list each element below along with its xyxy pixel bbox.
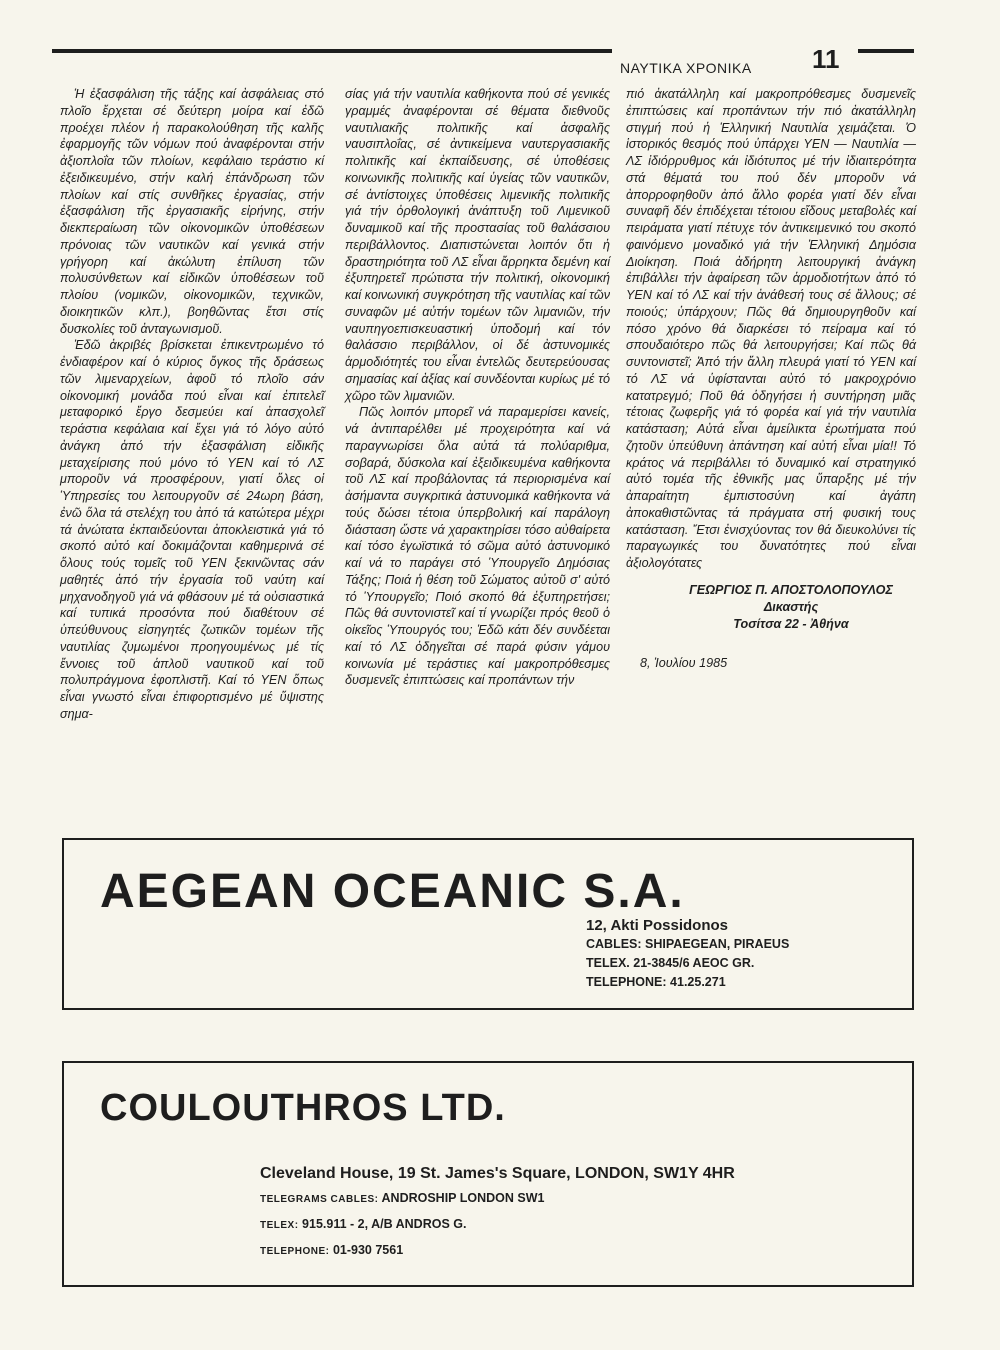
telex-line: TELEX. 21-3845/6 AEOC GR.	[586, 956, 755, 970]
article-column-2	[345, 86, 610, 689]
telephone-line: TELEPHONE: 41.25.271	[586, 975, 726, 989]
telegrams-line: TELEGRAMS CABLES: ANDROSHIP LONDON SW1	[260, 1191, 545, 1205]
company-name: AEGEAN OCEANIC S.A.	[100, 865, 685, 918]
author-name: ΓΕΩΡΓΙΟΣ Π. ΑΠΟΣΤΟΛΟΠΟΥΛΟΣ	[689, 582, 893, 597]
ad-coulouthros	[62, 1061, 914, 1287]
header-rule-right	[858, 49, 914, 53]
article-column-1	[60, 86, 324, 723]
article-date: 8, Ἰουλίου 1985	[640, 655, 728, 670]
company-address: Cleveland House, 19 St. James's Square, LONDON, SW1Y 4HR	[260, 1165, 735, 1182]
paragraph: σίας γιά τήν ναυτιλία καθήκοντα πού σέ γενικές γραμμές ἀναφέρονται σέ θέματα διεθνοῦς ναυτιλιακῆς πολιτικῆς καί ἀσφαλῆς ναυσιπλοΐας, σέ ἀντικείμενα ναυτεργασιακῆς πολιτικῆς καί ἐκπαίδευσης, σέ ὑποθέσεις κοινωνικῆς πολιτικῆς καί ὑγείας τῶν ναυτικῶν, σέ ἀντίστοιχες ὑποθέσεις λιμενικῆς πολιτικῆς γιά τήν ὀρθολογική ἀνάπτυξη τοῦ Λιμενικοῦ δυναμικοῦ καί τῆς προστασίας τοῦ θαλάσσιου περιβάλλοντος. Διαπιστώνεται λοιπόν ὅτι ἡ δραστηριότητα τοῦ ΛΣ εἶναι ἄρρηκτα δεμένη καί ἐξυπηρετεῖ πρώτιστα τήν πολιτική, οἰκονομική καί κοινωνική συγκρότηση τῆς ναυτιλίας καί τῶν συναφῶν μέ αὐτήν τομέων τῶν λιμανιῶν, τήν ναυπηγοεπισκευαστική ὑποδομή καί τόν θαλάσσιο περιβάλλον, οἱ δέ ἀστυνομικές ἁρμοδιότητές του εἶναι ἐντελῶς δευτερεύουσας σημασίας καί ἀξίας καί συνδέονται κυρίως μέ τό χῶρο τῶν λιμανιῶν.	[345, 87, 610, 403]
running-title: ΝΑΥΤΙΚΑ ΧΡΟΝΙΚΑ	[620, 60, 752, 76]
contact-details	[586, 916, 789, 992]
article-column-3	[626, 86, 916, 672]
header-rule-left	[52, 49, 612, 53]
company-name: COULOUTHROS LTD.	[100, 1087, 506, 1129]
ad-aegean-oceanic	[62, 838, 914, 1010]
author-role: Δικαστής	[763, 599, 819, 614]
paragraph: Πῶς λοιπόν μπορεῖ νά παραμερίσει κανείς, νά ἀντιπαρέλθει μέ προχειρότητα καί νά παραγνωρίσει ὅλα αὐτά τά πολύαριθμα, σοβαρά, δύσκολα καί ἐξειδικευμένα καθήκοντα τοῦ ΛΣ καί προβάλοντας τά περιορισμένα καί ἀσήμαντα συγκριτικά ἀστυνομικά καθήκοντα νά τούς δώσει τέτοια ὑπερβολική καί παράλογη διάσταση ὥστε νά χαρακτηρίσει τόσο αὐθαίρετα καί τόσο ἐγωϊστικά τό σῶμα αὐτό ἀστυνομικό καί νά το παράγει στό Ὑπουργεῖο Δημόσιας Τάξης; Ποιά ἡ θέση τοῦ Σώματος αὐτοῦ σ' αὐτό τό Ὑπουργεῖο; Ποιό σκοπό θά ἐξυπηρετήσει; Πῶς θά συντονιστεῖ καί τί γνωρίζει πρός θεοῦ ὁ οἰκεῖος Ὑπουργός του; Ἐδῶ κάτι δέν συνδέεται καί τό ΛΣ ὁδηγεῖται σέ παρά φύσιν γάμου κοινωνία μέ τεράστιες καί μακροπρόθεσμες δυσμενεῖς ἐπιπτώσεις καί προπάντων τήν	[345, 405, 610, 688]
author-address: Τοσίτσα 22 - Ἀθήνα	[733, 616, 849, 631]
page-number: 11	[812, 44, 840, 74]
paragraph: Ἐδῶ ἀκριβές βρίσκεται ἐπικεντρωμένο τό ἐνδιαφέρον καί ὁ κύριος ὄγκος τῆς δράσεως τῶν λιμεναρχείων, ἀφοῦ τό πλοῖο σάν οἰκονομική μονάδα πού εἶναι καί ἐπιτελεῖ μεταφορικό ἔργο δεσμεύει καί ἀπασχολεῖ τεράστια κεφάλαια καί ἔχει γιά τό λόγο αὐτό ἀνάγκη ἀπό τήν ἐξασφάλιση εἰδικῆς μεταχείρισης πού μόνο τό ΥΕΝ καί τό ΛΣ μποροῦν νά προσφέρουν, γιατί ὅλες οἱ Ὑπηρεσίες του λειτουργοῦν σέ 24ωρη βάση, ἐνῶ ὅλα τά στελέχη του ἀπό τά κατώτερα μέχρι τά ἀνώτατα ἐκπαιδεύονται ἀποκλειστικά γιά τό σκοπό αὐτό καί δοκιμάζονται καθημερινά σέ ὅλους τούς τομεῖς τοῦ ΥΕΝ ξεκινῶντας σάν μαθητές ἀπό τήν ἐργασία τοῦ ναύτη καί μηχανοδηγοῦ γιά νά φθάσουν μέ τά οὐσιαστικά καί τυπικά προσόντα πού διαθέτουν σέ ὑπεύθυνους εἰσηγητές ζωτικῶν τομέων τῆς ναυτιλίας ζυμωμένοι προηγουμένως μέ τίς ἔννοιες τοῦ ἁπλοῦ ναυτικοῦ καί τοῦ πολυπράγμονα ἐφοπλιστῆ. Καί τό ΥΕΝ ὅπως εἶναι γνωστό εἶναι ἐπιφορτισμένο μέ ὕψιστης σημα-	[60, 338, 324, 721]
contact-details	[260, 1161, 735, 1264]
paragraph: πιό ἀκατάλληλη καί μακροπρόθεσμες δυσμενεῖς ἐπιπτώσεις καί προπάντων τήν πιό ἀκατάλληλη στιγμή πού ἡ Ἑλληνική Ναυτιλία χειμάζεται. Ὁ ἱστορικός θεσμός πού ὑπάρχει ΥΕΝ — Ναυτιλία — ΛΣ ἰδιόρρυθμος κάι ἰδιότυπος μέ τήν ἰδιαιτερότητα στά θέματά του πού δέν μποροῦν νά ἀπορροφηθοῦν ἀπό ἄλλο φορέα γιατί δέν εἶναι συναφῆ δέν ἐπιδέχεται τέτοιου εἴδους μεταβολές καί πειράματα γιατί πέτυχε τόν ἀντικειμενικό του σκοπό φαινόμενο μοναδικό γιά τήν Ἑλληνική Δημόσια Διοίκηση. Ποιά ἀδήρητη λειτουργική ἀνάγκη ἐπιβάλλει τήν ἀφαίρεση τῶν ἁρμοδιοτήτων ἀπό τό ΥΕΝ καί τό ΛΣ καί τήν ἀνάθεσή τους σέ ἄλλους; σέ ποιούς; ὑπάρχουν; Πῶς θά δημιουργηθοῦν καί πόσο χρόνο θά διαρκέσει τό πείραμα καί τό σπουδαιότερο πῶς θά λειτουργήσει; Καί πῶς θά συντονιστεῖ; Ἀπό τήν ἄλλη πλευρά γιατί τό ΥΕΝ καί τό ΛΣ νά ὑφίστανται αὐτό τό μακροχρόνιο κατατρεγμό; Ποῦ θά ὁδηγήσει ἡ συντήρηση μιᾶς τέτοιας ζωφερῆς γιά τό φορέα καί γιά τήν ναυτιλία κατάσταση; Αὐτά εἶναι ἀμείλικτα ἐρωτήματα πού ζητοῦν ὑπεύθυνη ἀπάντηση καί αὐτή εἶναι μία!! Τό κράτος νά περιβάλλει τό δυναμικό καί στρατηγικό αὐτό τομέα τῆς ἐθνικῆς μας ὕπαρξης μέ τήν ἀπαραίτητη ἐμπιστοσύνη καί ἀγάπη ἀποκαθιστῶντας τά πράγματα στή φυσική τους κατάσταση. Ἔτσι ἐνισχύοντας τον θά διευκολύνει τίς παραγωγικές του δυνατότητες πού εἶναι ἀξιολογότατες	[626, 87, 916, 570]
cables-line: CABLES: SHIPAEGEAN, PIRAEUS	[586, 937, 790, 951]
paragraph: Ἡ ἐξασφάλιση τῆς τάξης καί ἀσφάλειας στό πλοῖο ἔρχεται σέ δεύτερη μοίρα καί ἐδῶ προέχει πλέον ἡ παρακολούθηση τῆς καλῆς ἐφαρμογῆς τῶν νόμων πού ἀναφέρονται στήν ἀξιοπλοΐα τῶν πλοίων, κεφάλαιο τεράστιο κί ἐξειδικευμένο, στήν καλή ἐπάνδρωση τῶν πλοίων καί στίς συνθῆκες ἐργασίας, στήν ἐξασφάλιση τῆς ἐργασιακῆς εἰρήνης, στήν διεκπεραίωση τῶν οἰκονομικῶν ὑποθέσεων πρόνοιας τῶν ναυτικῶν καί γενικά στήν γρήγορη καί ἀκώλυτη ἐπίλυση τῶν πολυσύνθετων καί εἰδικῶν ὑποθέσεων τοῦ πλοίου (νομικῶν, οἰκονομικῶν, τεχνικῶν, διοικητικῶν κλπ.), βοηθῶντας ἔτσι στίς δυσκολίες τοῦ ἀνταγωνισμοῦ.	[60, 87, 324, 336]
author-signature	[626, 582, 916, 633]
company-address: 12, Akti Possidonos	[586, 917, 728, 934]
telephone-line: TELEPHONE: 01-930 7561	[260, 1243, 404, 1257]
telex-line: TELEX: 915.911 - 2, A/B ANDROS G.	[260, 1217, 467, 1231]
